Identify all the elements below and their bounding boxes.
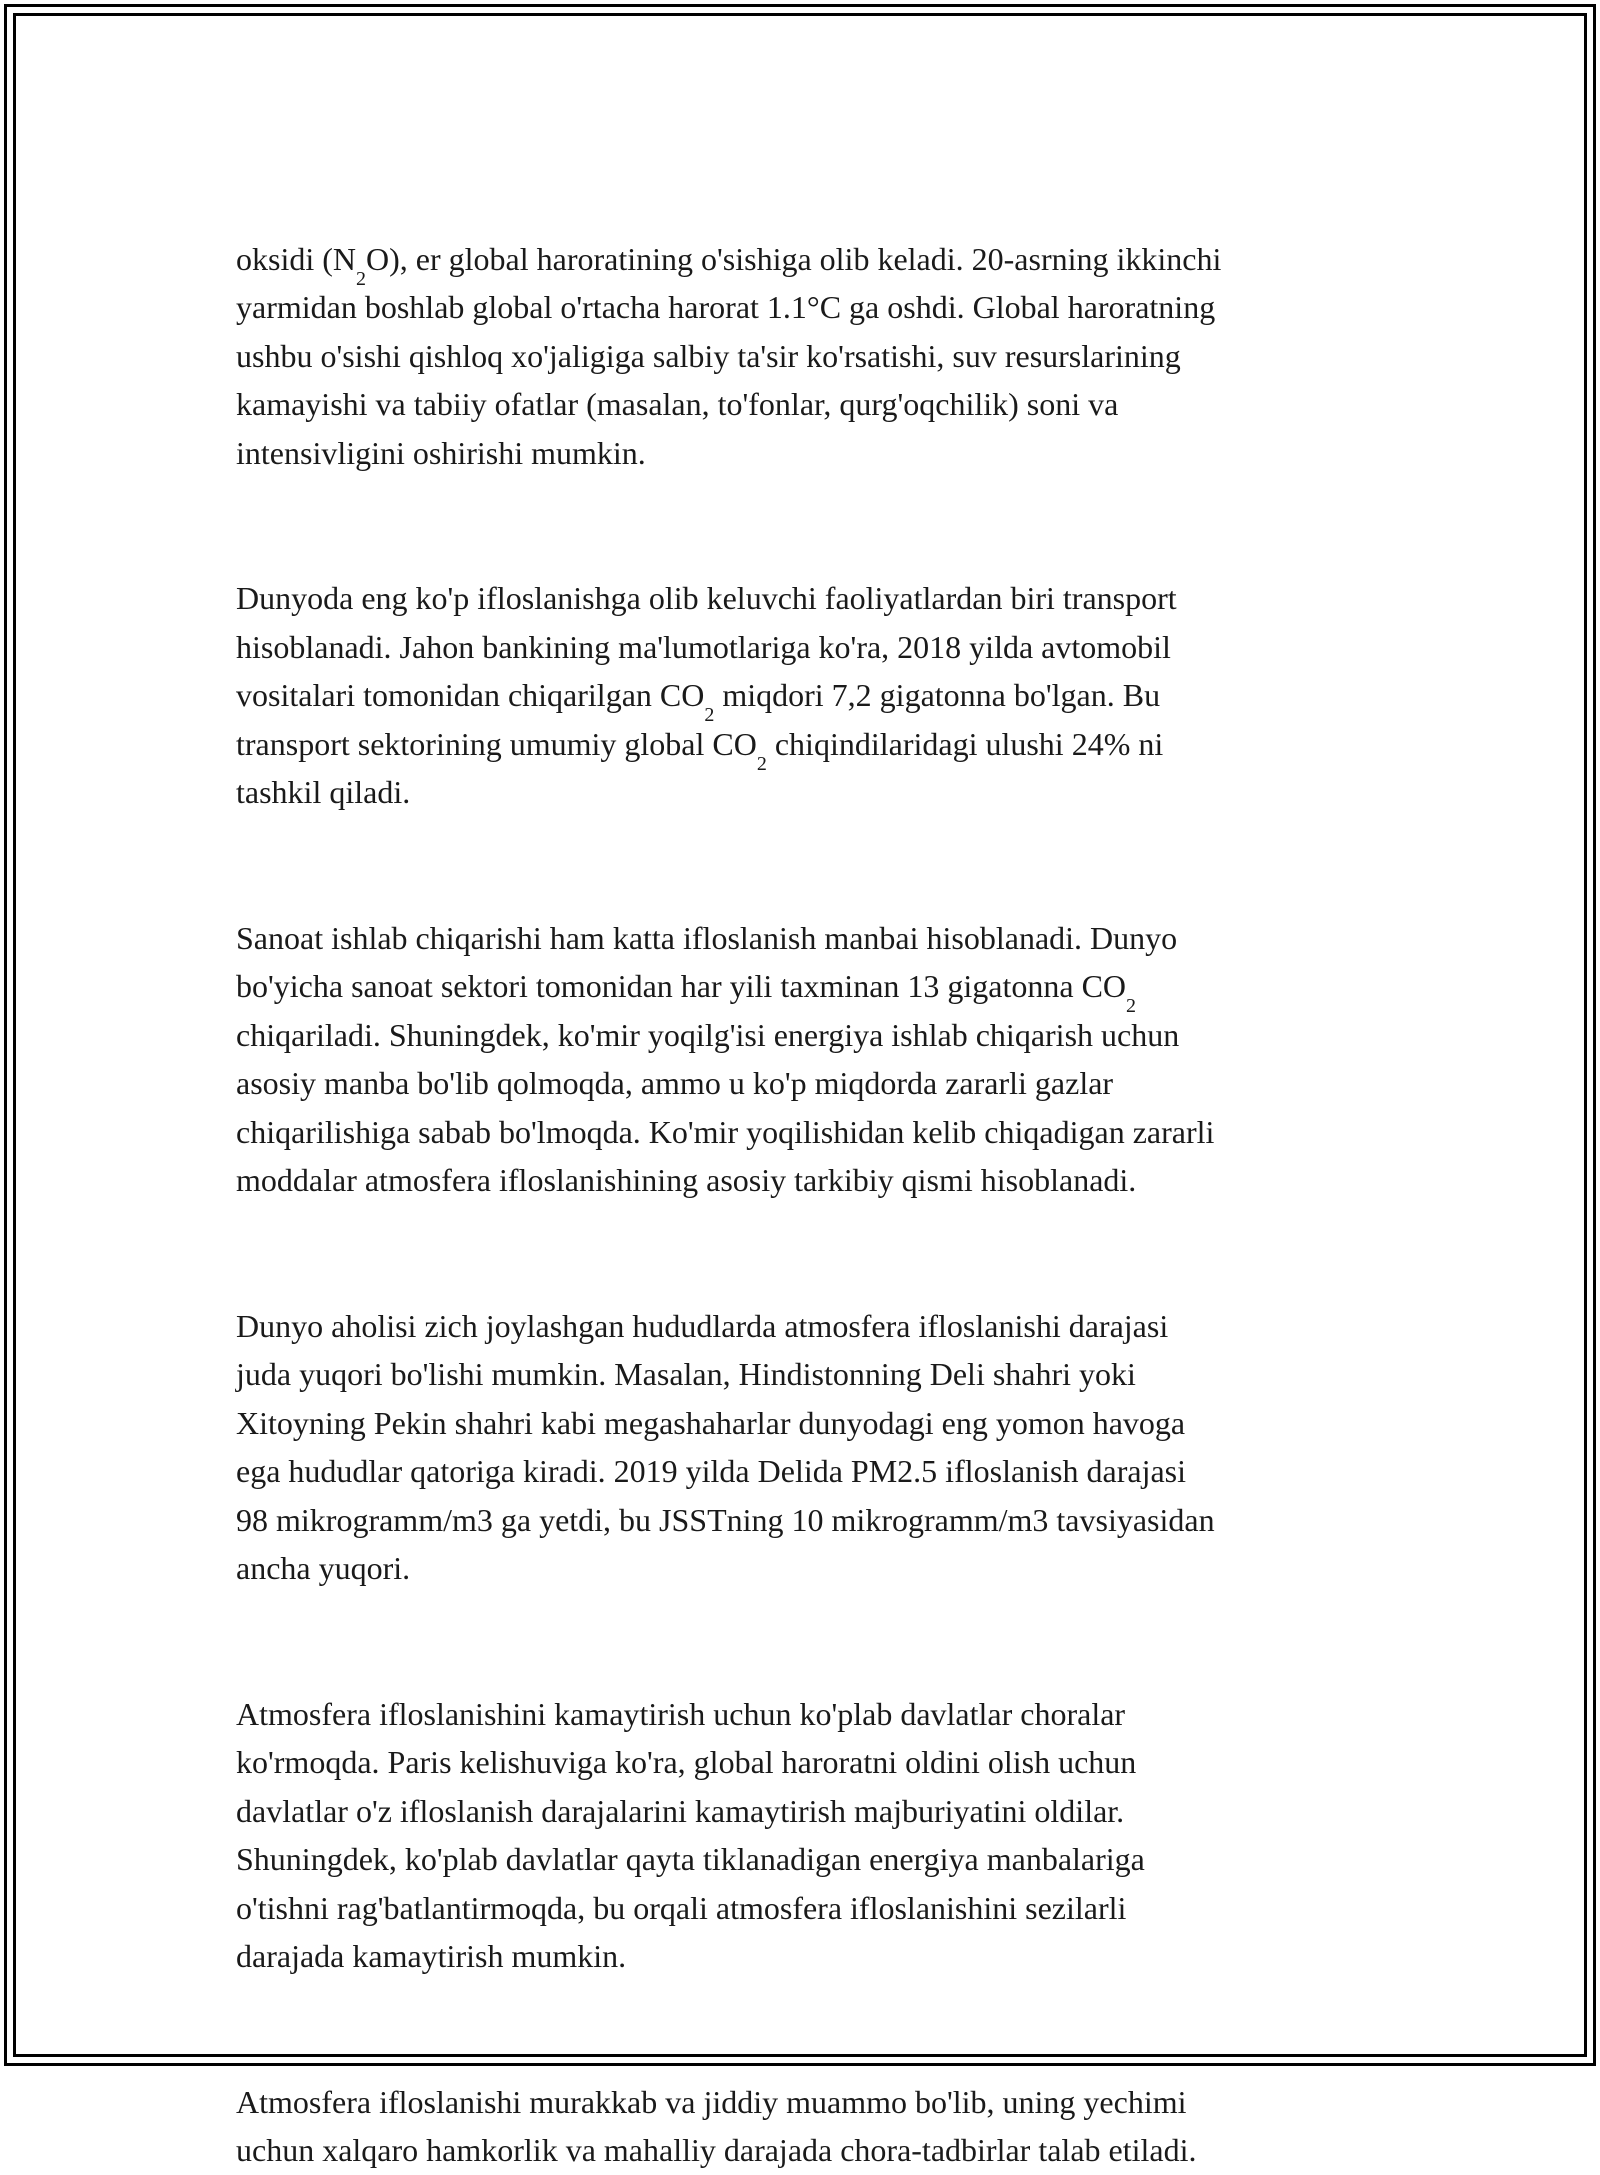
text-segment: miqdori 7,2 gigatonna bo'lgan. Bu transport sektorining umumiy global CO xyxy=(236,677,1161,762)
paragraph-transport xyxy=(236,526,1396,817)
text-segment: Sanoat ishlab chiqarishi ham katta ifloslanish manbai hisoblanadi. Dunyo bo'yicha sanoat sektori tomonidan har yili taxminan 13 gigatonna CO xyxy=(236,919,1178,1004)
text-segment: Dunyoda eng ko'p ifloslanishga olib keluvchi faoliyatlardan biri transport hisoblanadi. Jahon bankining ma'lumotlariga ko'ra, 2018 yilda avtomobil vositalari tomonidan chiqarilgan CO xyxy=(236,580,1177,713)
text-segment: oksidi (N xyxy=(236,240,356,277)
text-segment: Atmosfera ifloslanishi murakkab va jiddiy muammo bo'lib, uning yechimi uchun xalqaro hamkorlik va mahalliy darajada chora-tadbirlar talab etiladi. xyxy=(236,2083,1197,2168)
paragraph-industry xyxy=(236,865,1396,1205)
subscript: 2 xyxy=(356,267,366,290)
text-segment: O), er global haroratining o'sishiga olib keladi. 20-asrning ikkinchi yarmidan boshlab global o'rtacha harorat 1.1°C ga oshdi. Global haroratning ushbu o'sishi qishloq xo'jaligiga salbiy ta'sir ko'rsatishi, suv resurslarining kamayishi va tabiiy ofatlar (masalan, to'fonlar, qurg'oqchilik) soni va intensivligini oshirishi mumkin. xyxy=(236,240,1222,471)
subscript: 2 xyxy=(1126,995,1137,1018)
document-body xyxy=(236,186,1396,2175)
subscript: 2 xyxy=(704,704,715,727)
subscript: 2 xyxy=(756,752,767,775)
paragraph-megacities xyxy=(236,1253,1396,1593)
text-segment: Atmosfera ifloslanishini kamaytirish uchun ko'plab davlatlar choralar ko'rmoqda. Paris kelishuviga ko'ra, global haroratni oldini olish uchun davlatlar o'z ifloslanish darajalarini kamaytirish majburiyatini oldilar. Shuningdek, ko'plab davlatlar qayta tiklanadigan energiya manbalariga o'tishni rag'batlantirmoqda, bu orqali atmosfera ifloslanishini sezilarli darajada kamaytirish mumkin. xyxy=(236,1695,1145,1974)
paragraph-conclusion xyxy=(236,2029,1396,2175)
paragraph-ghg-warming xyxy=(236,186,1396,477)
text-segment: chiqindilaridagi ulushi 24% ni tashkil qiladi. xyxy=(236,725,1164,810)
text-segment: chiqariladi. Shuningdek, ko'mir yoqilg'isi energiya ishlab chiqarish uchun asosiy manba bo'lib qolmoqda, ammo u ko'p miqdorda zararli gazlar chiqarilishiga sabab bo'lmoqda. Ko'mir yoqilishidan kelib chiqadigan zararli moddalar atmosfera ifloslanishining asosiy tarkibiy qismi hisoblanadi. xyxy=(236,1016,1215,1198)
text-segment: Dunyo aholisi zich joylashgan hududlarda atmosfera ifloslanishi darajasi juda yuqori bo'lishi mumkin. Masalan, Hindistonning Deli shahri yoki Xitoyning Pekin shahri kabi megashaharlar dunyodagi eng yomon havoga ega hududlar qatoriga kiradi. 2019 yilda Delida PM2.5 ifloslanish darajasi 98 mikrogramm/m3 ga yetdi, bu JSSTning 10 mikrogramm/m3 tavsiyasidan ancha yuqori. xyxy=(236,1307,1215,1586)
paragraph-measures xyxy=(236,1641,1396,1981)
